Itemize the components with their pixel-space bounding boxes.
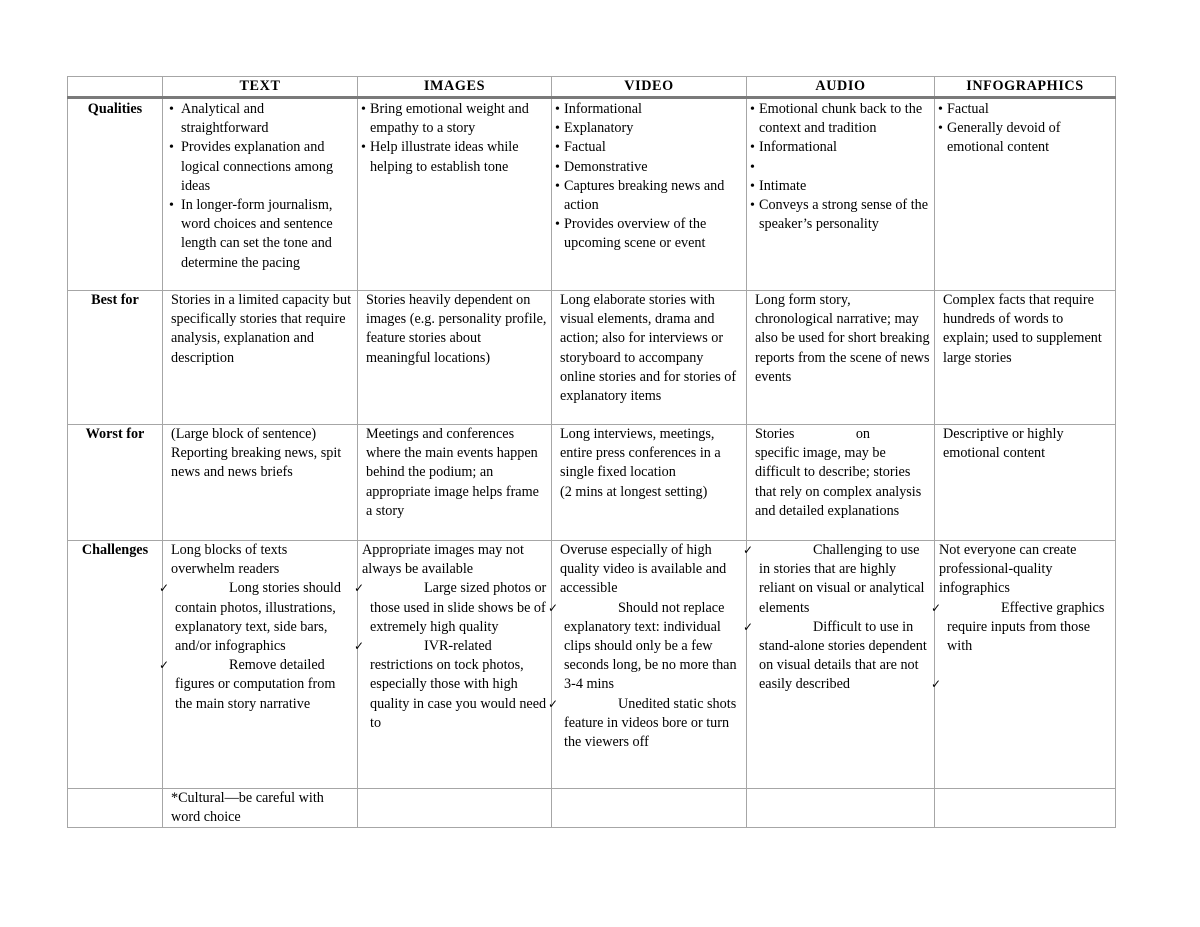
cell-challenges-infographics: Not everyone can create professional-quality infographics ✓ Effective graphics require inputs from those with ✓ [935,541,1116,789]
list-item: • Emotional chunk back to the context and tradition [751,100,930,138]
cell-footer-infographics [935,789,1116,828]
cell-challenges-text: Long blocks of texts overwhelm readers ✓ Long stories should contain photos, illustrations, explanatory text, side bars, and/or infographics ✓ Remove detailed figures or computation from the main story narrative [163,541,358,789]
list-item: • Provides overview of the upcoming scene or event [556,215,742,253]
row-label-challenges: Challenges [68,541,163,789]
check-icon: ✓ [548,696,559,711]
media-comparison-table [67,76,1116,828]
cell-challenges-video: Overuse especially of high quality video is available and accessible ✓ Should not replace explanatory text: individual clips should only be a few seconds long, be no more than 3-4 mins ✓ Unedited static shots feature in videos bore or turn the viewers off [552,541,747,789]
cell-worst-for-video: Long interviews, meetings, entire press conferences in a single fixed location (2 mins at longest setting) [552,425,747,541]
check-icon: ✓ [354,581,365,596]
header-row [68,77,1116,98]
row-label-best-for: Best for [68,291,163,425]
cell-challenges-images: Appropriate images may not always be available ✓ Large sized photos or those used in slide shows be of extremely high quality ✓ IVR-related restrictions on tock photos, especially those with high quality in case you would need to [358,541,552,789]
cell-challenges-audio [743,541,935,789]
list-item: ✓ Should not replace explanatory text: individual clips should only be a few seconds long, be no more than 3-4 mins [548,599,737,693]
list-item: ✓ Long stories should contain photos, illustrations, explanatory text, side bars, and/or infographics [159,580,341,655]
list-item: • In longer-form journalism, word choices and sentence length can set the tone and determine the pacing [167,196,353,273]
cell-footer-audio [747,789,935,828]
list-item: • Factual [556,138,742,157]
comparison-table-page [67,76,1115,828]
list-item: • Explanatory [556,119,742,138]
list-item: • Intimate [751,177,930,196]
cell-best-for-images: Stories heavily dependent on images (e.g. personality profile, feature stories about meaningful locations) [358,291,552,425]
row-label-worst-for: Worst for [68,425,163,541]
list-item: • Conveys a strong sense of the speaker’s personality [751,196,930,234]
cell-qualities-images [358,98,552,291]
list-item: • Informational [556,100,742,119]
header-text: TEXT [163,77,358,98]
header-video: VIDEO [552,77,747,98]
cell-best-for-infographics: Complex facts that require hundreds of words to explain; used to supplement large stories [935,291,1116,425]
check-icon: ✓ [931,677,942,692]
check-icon: ✓ [159,581,170,596]
check-icon: ✓ [354,639,365,654]
header-infographics: INFOGRAPHICS [935,77,1116,98]
header-images: IMAGES [358,77,552,98]
check-icon: ✓ [931,600,942,615]
row-challenges [68,541,1116,789]
check-icon: ✓ [159,658,170,673]
cell-best-for-video: Long elaborate stories with visual elements, drama and action; also for interviews or storyboard to accompany online stories and for stories of explanatory items [552,291,747,425]
cell-worst-for-text: (Large block of sentence) Reporting breaking news, spit news and news briefs [163,425,358,541]
list-item: • Generally devoid of emotional content [939,119,1111,157]
row-label-footer [68,789,163,828]
list-item: ✓ Effective graphics require inputs from those with [931,599,1105,655]
row-best-for [68,291,1116,425]
cell-worst-for-images: Meetings and conferences where the main events happen behind the podium; an appropriate image helps frame a story [358,425,552,541]
cell-best-for-audio: Long form story, chronological narrative; may also be used for short breaking reports from the scene of news events [747,291,935,425]
cell-worst-for-infographics: Descriptive or highly emotional content [935,425,1116,541]
cell-qualities-audio [747,98,935,291]
list-item: ✓ IVR-related restrictions on tock photos, especially those with high quality in case you would need to [354,638,547,731]
list-item: ✓ Difficult to use in stand-alone stories dependent on visual details that are not easily described [743,618,927,693]
list-item: • Analytical and straightforward [167,100,353,138]
header-corner [68,77,163,98]
cell-footer-video [552,789,747,828]
check-icon: ✓ [743,543,754,557]
list-item: • Demonstrative [556,158,742,177]
cell-qualities-video [552,98,747,291]
list-item: ✓ Unedited static shots feature in videos bore or turn the viewers off [548,695,737,751]
cell-worst-for-audio: Stories on specific image, may be difficult to describe; stories that rely on complex analysis and detailed explanations [747,425,935,541]
list-item: • Captures breaking news and action [556,177,742,215]
list-item: • Provides explanation and logical connections among ideas [167,138,353,196]
row-worst-for [68,425,1116,541]
list-item: • Help illustrate ideas while helping to establish tone [362,138,547,176]
list-item: ✓ Challenging to use in stories that are highly reliant on visual or analytical elements [743,542,925,616]
list-item [931,675,1111,694]
row-qualities [68,98,1116,291]
check-icon: ✓ [548,600,559,615]
cell-footer-images [358,789,552,828]
cell-qualities-text [163,98,358,291]
list-item: ✓ Remove detailed figures or computation from the main story narrative [159,657,336,712]
list-item: ✓ Large sized photos or those used in slide shows be of extremely high quality [354,580,547,635]
cell-best-for-text: Stories in a limited capacity but specifically stories that require analysis, explanation and description [163,291,358,425]
cell-footer-text: *Cultural—be careful with word choice [163,789,358,828]
list-item: • Informational [751,138,930,157]
row-footer [68,789,1116,828]
cell-qualities-infographics [935,98,1116,291]
check-icon: ✓ [743,619,754,634]
row-label-qualities: Qualities [68,98,163,291]
list-item: • Bring emotional weight and empathy to a story [362,100,547,138]
list-item: • Factual [939,100,1111,119]
list-item [751,158,930,177]
header-audio: AUDIO [747,77,935,98]
